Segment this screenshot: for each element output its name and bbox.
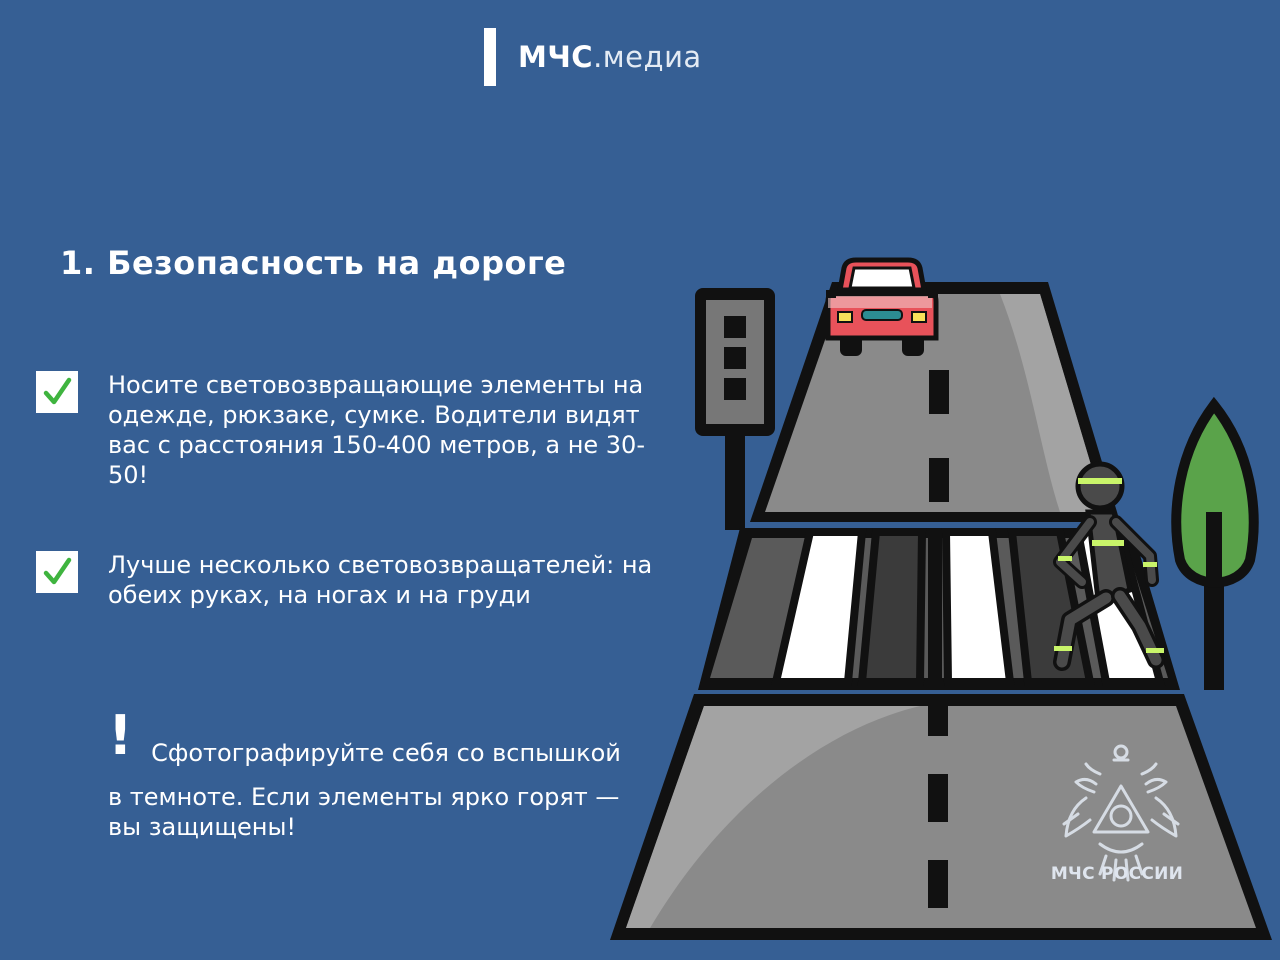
tip-item [36, 370, 668, 490]
tip-text: Лучше несколько световозвращателей: на обеих руках, на ногах и на груди [108, 551, 653, 609]
brand-name-suffix: .медиа [593, 40, 702, 74]
brand-name-bold: МЧС [518, 40, 594, 74]
brand-bar [484, 28, 496, 86]
brand-name [518, 40, 702, 74]
emblem-caption: МЧС РОССИИ [1050, 864, 1184, 884]
tip-text: Носите световозвращающие элементы на одежде, рюкзаке, сумке. Водители видят вас с расстояния 150-400 метров, а не 30-50! [108, 371, 645, 489]
brand-logo [484, 28, 702, 86]
warning-text: в темноте. Если элементы ярко горят — вы защищены! [108, 783, 620, 841]
exclamation-icon: ! [108, 704, 133, 767]
warning-block [108, 706, 668, 842]
checkmark-icon [36, 551, 78, 593]
tip-item [36, 550, 668, 610]
checkmark-icon [36, 371, 78, 413]
tree-icon [1176, 405, 1253, 690]
warning-lead-text: Сфотографируйте себя со вспышкой [151, 739, 621, 767]
page-title: 1. Безопасность на дороге [60, 244, 567, 282]
